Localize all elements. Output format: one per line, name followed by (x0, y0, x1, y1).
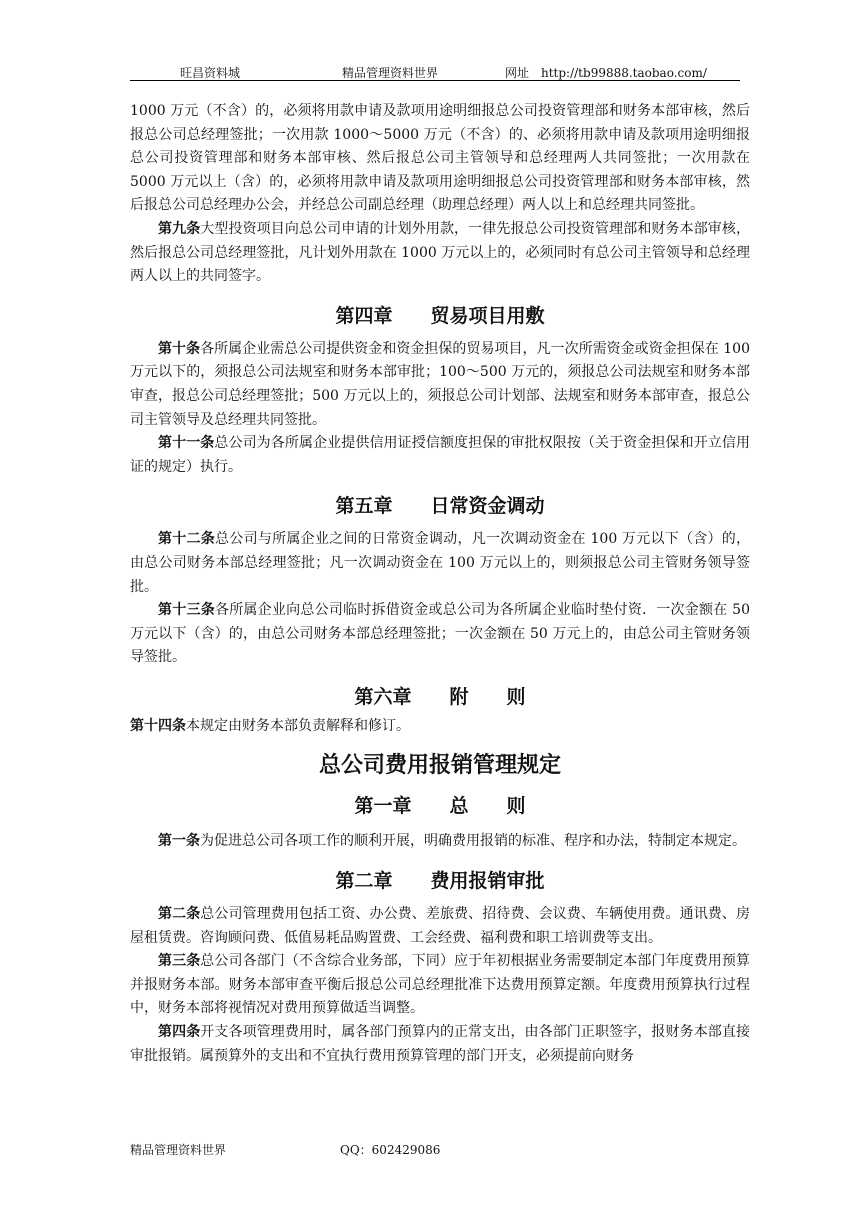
article-2 (130, 903, 750, 950)
article-label: 第十一条 (158, 435, 215, 452)
article-12 (130, 528, 750, 599)
article-text: 大型投资项目向总公司申请的计划外用款，一律先报总公司投资管理部和财务本部审核，然后报总公司总经理签批，凡计划外用款在 1000 万元以上的，必须同时有总公司主管领导和总经理两人以上的共同签字。 (130, 220, 751, 285)
footer-qq-text: QQ：602429086 (340, 1143, 441, 1157)
chapter-2-heading: 第二章 费用报销审批 (335, 870, 545, 893)
article-14 (130, 715, 750, 739)
header-center-text: 精品管理资料世界 (342, 66, 439, 80)
article-text: 总公司与所属企业之间的日常资金调动，凡一次调动资金在 100 万元以下（含）的，由总公司财务本部总经理签批；凡一次调动资金在 100 万元以上的，则须报总公司主管财务领导签批。 (130, 531, 751, 595)
article-10 (130, 338, 750, 432)
document-title: 总公司费用报销管理规定 (318, 753, 561, 779)
header-left-text: 旺昌资料城 (180, 66, 241, 80)
article-text: 各所属企业向总公司临时拆借资金或总公司为各所属企业临时垫付资．一次金额在 50 万元以下（含）的，由总公司财务本部总经理签批；一次金额在 50 万元上的，由总公司主管财务领导签批。 (130, 602, 751, 666)
article-label: 第十三条 (158, 602, 215, 619)
article-13 (130, 599, 750, 670)
article-label: 第二条 (158, 906, 201, 923)
article-4 (130, 1021, 750, 1068)
chapter-1-heading: 第一章 总 则 (354, 795, 526, 818)
article-3 (130, 950, 750, 1021)
article-11 (130, 432, 750, 479)
article-text: 开支各项管理费用时，属各部门预算内的正常支出，由各部门正职签字，报财务本部直接审批报销。属预算外的支出和不宜执行费用预算管理的部门开支，必须提前向财务 (130, 1024, 751, 1064)
article-text: 为促进总公司各项工作的顺利开展，明确费用报销的标准、程序和办法，特制定本规定。 (200, 833, 746, 850)
chapter-5-heading: 第五章 日常资金调动 (335, 495, 545, 518)
article-text: 总公司管理费用包括工资、办公费、差旅费、招待费、会议费、车辆使用费。通讯费、房屋租赁费。咨询顾问费、低值易耗品购置费、工会经费、福利费和职工培训费等支出。 (130, 906, 751, 946)
chapter-4-heading: 第四章 贸易项目用敷 (335, 304, 545, 327)
article-text: 总公司各部门（不含综合业务部，下同）应于年初根据业务需要制定本部门年度费用预算并报财务本部。财务本部审查平衡后报总公司总经理批准下达费用预算定额。年度费用预算执行过程中，财务本部将视情况对费用预算做适当调整。 (130, 953, 751, 1017)
article-label: 第九条 (158, 220, 201, 237)
article-label: 第四条 (158, 1024, 201, 1041)
article-9 (130, 218, 750, 289)
article-text: 各所属企业需总公司提供资金和资金担保的贸易项目，凡一次所需资金或资金担保在 100 万元以下的，须报总公司法规室和财务本部审批；100～500 万元的，须报总公司法规室和财务本部审查，报总公司总经理签批；500 万元以上的，须报总公司计划部、法规室和财务本部审查，报总公司主管领导及总经理共同签批。 (130, 340, 750, 428)
article-text: 总公司为各所属企业提供信用证授信额度担保的审批权限按（关于资金担保和开立信用证的规定）执行。 (130, 435, 750, 475)
footer-left-text: 精品管理资料世界 (130, 1143, 227, 1157)
document-body (130, 100, 750, 1068)
article-label: 第一条 (158, 833, 200, 850)
article-label: 第十条 (158, 340, 201, 357)
article-label: 第十四条 (130, 717, 186, 734)
page-header (130, 62, 740, 81)
article-label: 第十二条 (158, 531, 216, 548)
paragraph-continuation: 1000 万元（不含）的，必须将用款申请及款项用途明细报总公司投资管理部和财务本部审核，然后报总公司总经理签批；一次用款 1000～5000 万元（不含）的、必须将用款申请及款项用途明细报总公司投资管理部和财务本部审核、然后报总公司主管领导和总经理两人共同签批；一次用款在 5000 万元以上（含）的，必须将用款申请及款项用途明细报总公司投资管理部和财务本部审核，然后报总公司总经理办公会，并经总公司副总经理（助理总经理）两人以上和总经理共同签批。 (130, 103, 750, 214)
article-label: 第三条 (158, 953, 201, 970)
article-text: 本规定由财务本部负责解释和修订。 (186, 717, 410, 734)
article-1 (130, 830, 750, 854)
chapter-6-heading: 第六章 附 则 (354, 685, 526, 708)
header-website-text: 网址 http://tb99888.taobao.com/ (505, 66, 707, 80)
